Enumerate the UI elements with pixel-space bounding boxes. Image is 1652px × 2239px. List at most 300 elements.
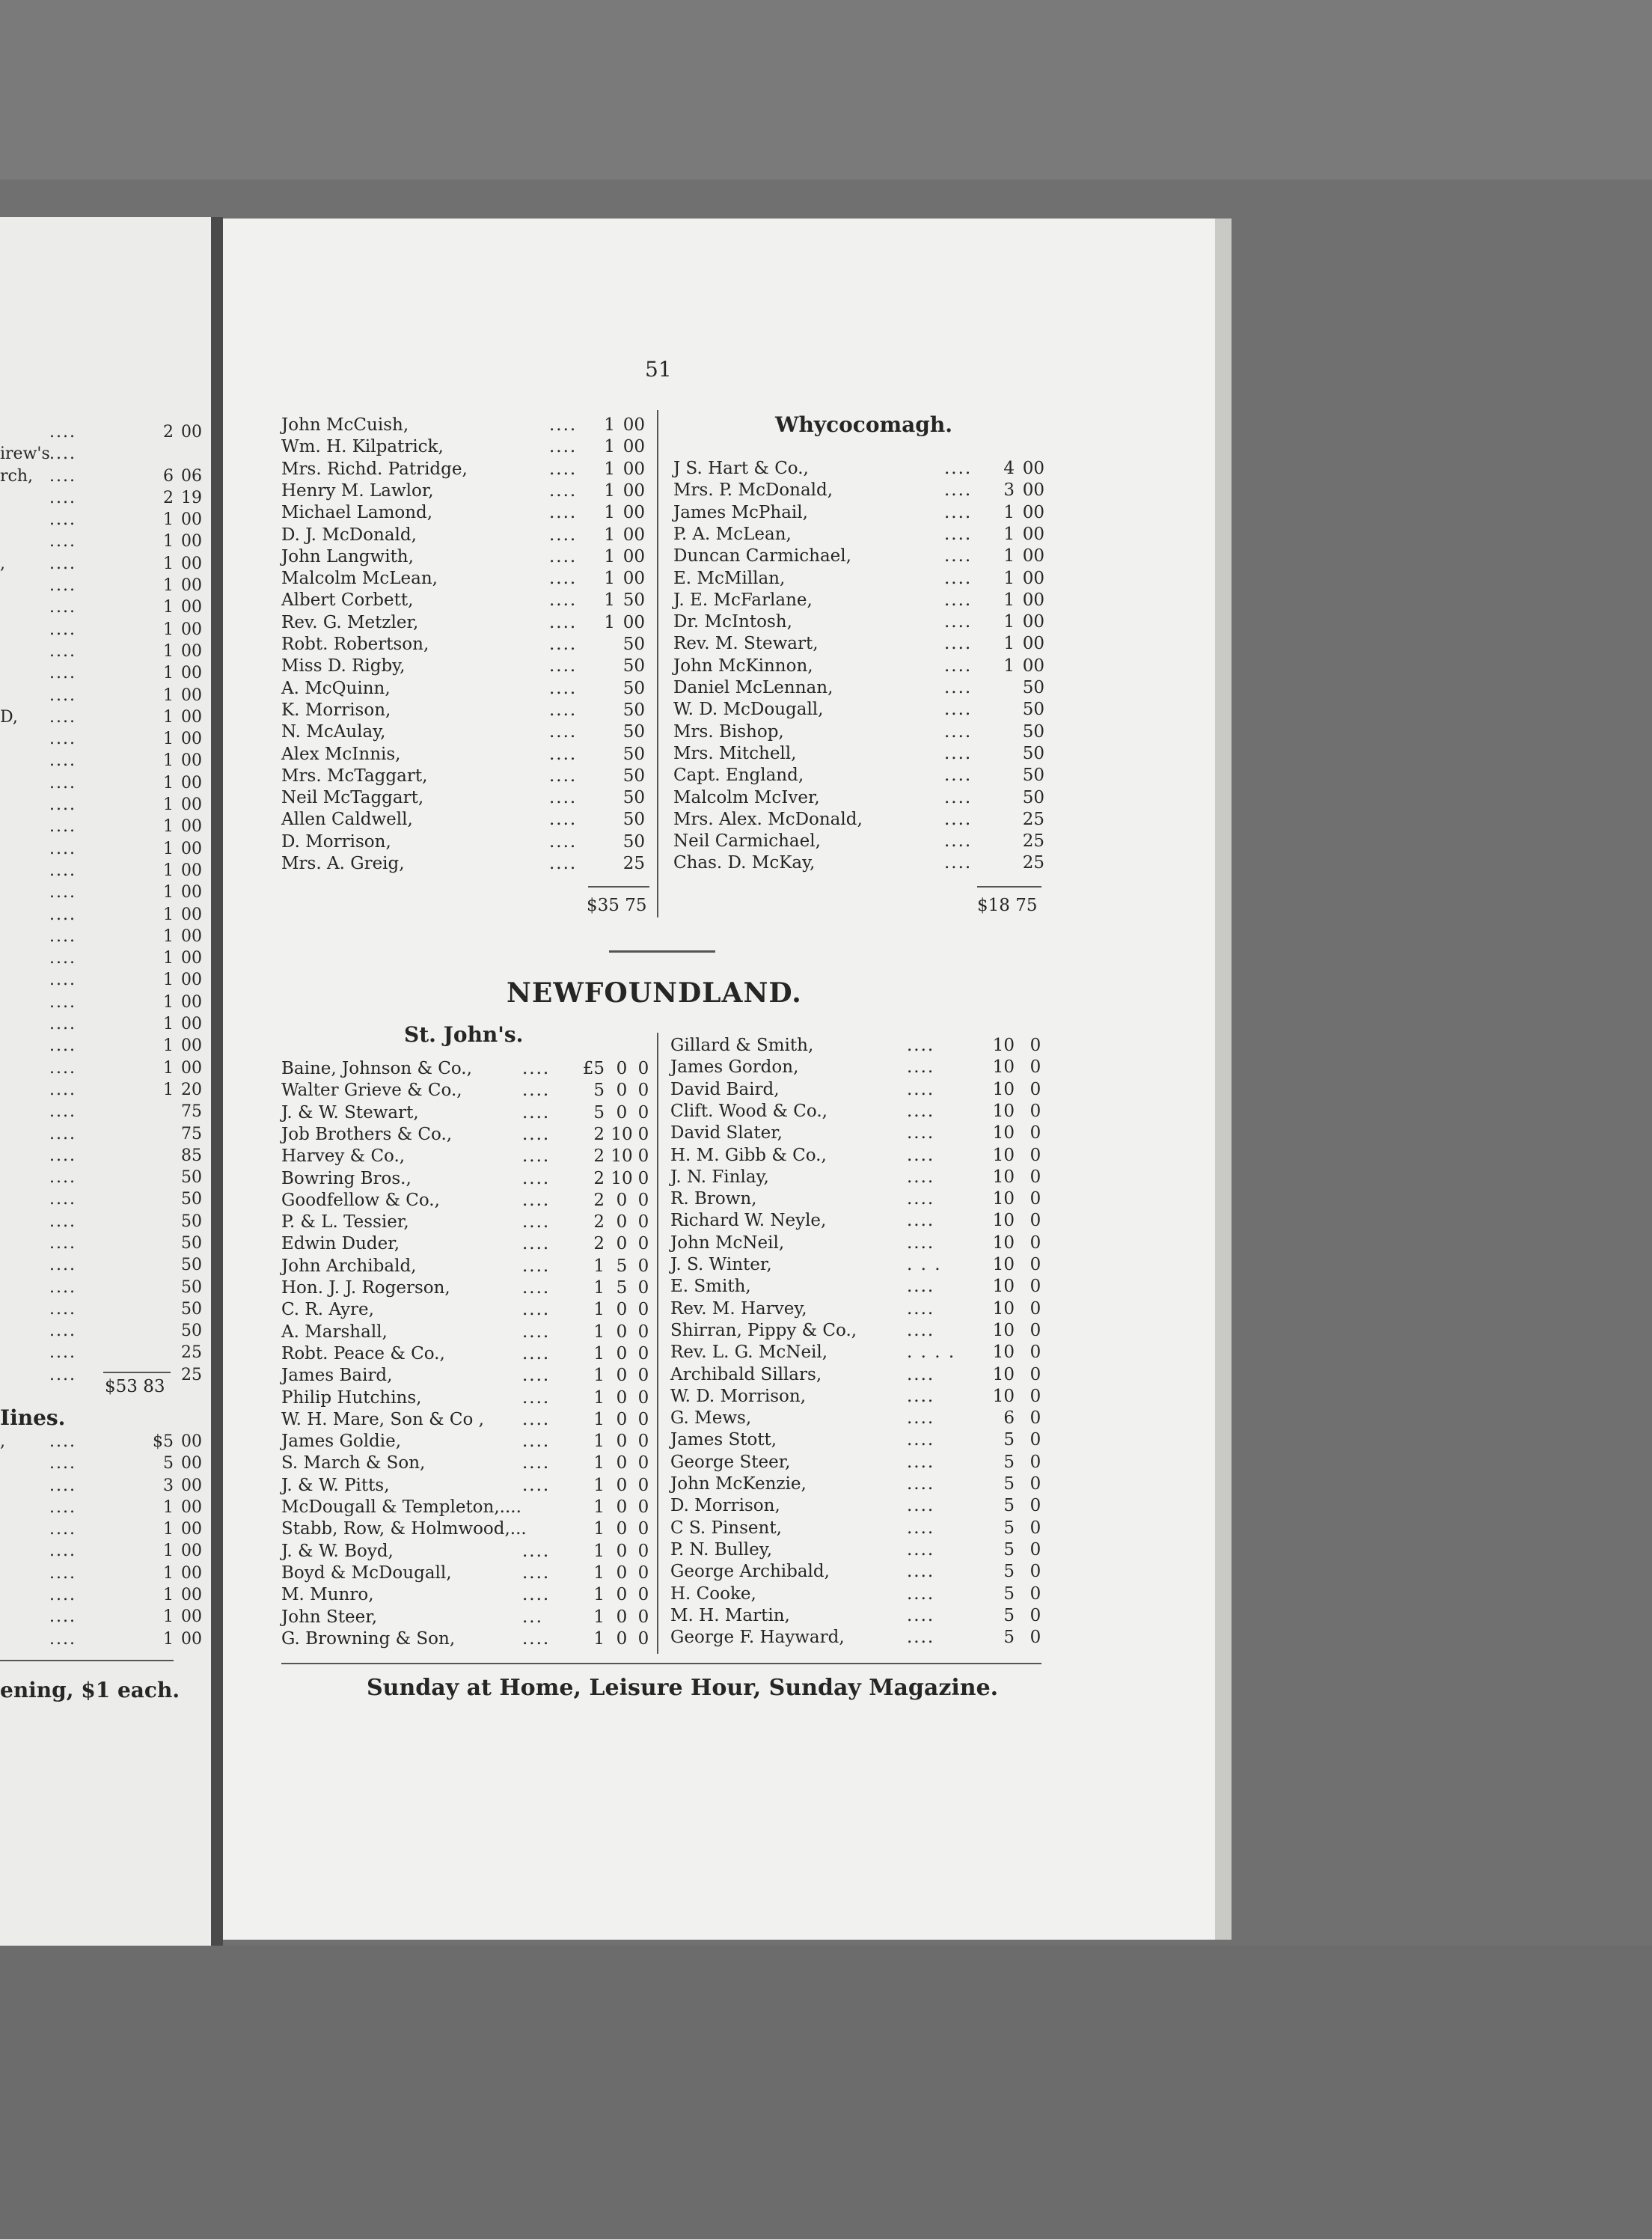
amount-cents: 00	[181, 839, 202, 858]
amount-pounds: 10	[992, 1189, 1015, 1209]
leader-dots: ....	[49, 664, 76, 683]
amount-cents: 50	[181, 1168, 202, 1188]
list-item	[281, 1057, 655, 1080]
leader-dots: ....	[944, 721, 973, 742]
amount-cents: 00	[181, 1432, 202, 1451]
leader-dots: ....	[522, 1628, 551, 1649]
leader-dots: ....	[944, 853, 973, 873]
entry-name: John McNeil,	[670, 1232, 785, 1253]
entry-name: H. M. Gibb & Co.,	[670, 1145, 827, 1165]
amount-cents: 00	[181, 1542, 202, 1561]
list-item	[0, 794, 211, 816]
amount-dollars: 1	[163, 883, 174, 902]
list-item	[670, 1078, 1044, 1101]
leader-dots: ....	[944, 809, 973, 829]
list-item	[0, 596, 211, 618]
amount-dollars: 1	[604, 415, 615, 435]
amount-shillings: 5	[616, 1278, 628, 1298]
amount-cents: 00	[181, 883, 202, 902]
leader-dots: ....	[522, 1124, 551, 1144]
amount-pence: 0	[637, 1432, 649, 1452]
leader-dots: ....	[522, 1387, 551, 1408]
amount-cents: 00	[181, 423, 202, 442]
amount-dollars: 1	[604, 480, 615, 501]
amount-pounds: 5	[1003, 1496, 1015, 1516]
list-item	[670, 1232, 1044, 1254]
amount-pence: 0	[637, 1453, 649, 1473]
leader-dots: ....	[907, 1562, 935, 1582]
leader-dots: ...	[522, 1607, 543, 1627]
leader-dots: ....	[907, 1277, 935, 1297]
amount-shillings: 0	[1030, 1101, 1041, 1121]
amount-pence: 0	[637, 1387, 649, 1408]
list-item	[0, 465, 211, 487]
entry-name: Duncan Carmichael,	[673, 546, 851, 566]
amount-dollars: 1	[163, 532, 174, 552]
amount-pence: 0	[637, 1124, 649, 1144]
list-item	[281, 1628, 655, 1650]
entry-name: Mrs. P. McDonald,	[673, 480, 833, 501]
leader-dots: ....	[944, 700, 973, 720]
amount-dollars: 1	[163, 664, 174, 683]
leader-dots: ....	[549, 459, 578, 479]
leader-dots: ....	[907, 1474, 935, 1494]
amount-cents: 85	[181, 1146, 202, 1165]
amount-shillings: 0	[616, 1497, 628, 1517]
list-item	[0, 1497, 211, 1518]
amount-pounds: 1	[593, 1343, 605, 1363]
entry-name: Michael Lamond,	[281, 503, 433, 523]
leader-dots: ....	[49, 1365, 76, 1384]
leader-dots: ....	[49, 510, 76, 530]
leader-dots: ....	[944, 590, 973, 610]
list-item	[0, 882, 211, 903]
leader-dots: . . .	[907, 1255, 942, 1274]
list-item	[670, 1319, 1044, 1342]
entry-name: A. Marshall,	[281, 1322, 388, 1342]
leader-dots: ....	[907, 1101, 935, 1121]
list-item	[0, 1101, 211, 1122]
amount-dollars: 1	[1003, 656, 1015, 676]
list-item	[0, 728, 211, 750]
leader-dots: ....	[907, 1211, 935, 1231]
leader-dots: ....	[907, 1189, 935, 1209]
list-item	[0, 1475, 211, 1497]
leader-dots: ....	[49, 598, 76, 617]
leader-dots: ....	[49, 1146, 76, 1165]
leader-dots: ....	[944, 546, 973, 566]
amount-cents: 50	[622, 744, 645, 764]
entry-name: Albert Corbett,	[281, 590, 414, 611]
amount-pence: 0	[637, 1102, 649, 1122]
leader-dots: ....	[49, 751, 76, 771]
leader-dots: ....	[522, 1409, 551, 1429]
amount-dollars: 1	[163, 971, 174, 990]
amount-cents: 00	[181, 707, 202, 727]
amount-dollars: 1	[163, 773, 174, 792]
list-item	[0, 947, 211, 969]
list-item	[670, 1253, 1044, 1276]
list-item	[281, 721, 648, 743]
list-item	[0, 992, 211, 1013]
leader-dots: ....	[49, 641, 76, 661]
entry-name: Stabb, Row, & Holmwood,...	[281, 1519, 527, 1539]
page-number: 51	[645, 357, 672, 382]
amount-cents: 00	[622, 525, 645, 545]
list-item	[0, 1277, 211, 1298]
amount-pounds: 1	[593, 1453, 605, 1473]
list-item	[0, 1145, 211, 1167]
leader-dots: ....	[944, 766, 973, 786]
amount-pence: 0	[637, 1343, 649, 1363]
entry-name: G. Browning & Son,	[281, 1628, 456, 1649]
leader-dots: ....	[522, 1146, 551, 1167]
list-item	[673, 523, 1047, 546]
leader-dots: ....	[49, 992, 76, 1012]
entry-name: M. H. Martin,	[670, 1605, 790, 1625]
amount-dollars: 1	[163, 707, 174, 727]
amount-dollars: 1	[163, 685, 174, 705]
amount-dollars: 1	[1003, 524, 1015, 544]
list-item	[673, 632, 1047, 655]
list-item	[0, 1035, 211, 1057]
list-item	[0, 816, 211, 837]
entry-name: D. Morrison,	[281, 831, 391, 852]
amount-pounds: 1	[593, 1322, 605, 1342]
section1-right-total-rule	[977, 886, 1041, 888]
leader-dots: ....	[907, 1605, 935, 1625]
amount-pence: 0	[637, 1168, 649, 1188]
amount-cents: 00	[181, 795, 202, 815]
amount-shillings: 0	[1030, 1430, 1041, 1450]
amount-cents: 50	[1022, 743, 1044, 763]
entry-name: S. March & Son,	[281, 1453, 426, 1473]
list-item	[281, 589, 648, 611]
amount-dollars: 1	[163, 839, 174, 858]
amount-cents: 00	[181, 1015, 202, 1034]
entry-name: Walter Grieve & Co.,	[281, 1081, 462, 1101]
amount-cents: 00	[181, 730, 202, 749]
entry-name: Hon. J. J. Rogerson,	[281, 1278, 450, 1298]
amount-cents: 50	[622, 656, 645, 676]
amount-pence: 0	[637, 1059, 649, 1078]
amount-cents: 00	[622, 612, 645, 632]
amount-shillings: 0	[1030, 1408, 1041, 1429]
amount-pounds: 10	[992, 1101, 1015, 1121]
entry-name: Robt. Peace & Co.,	[281, 1343, 445, 1363]
amount-cents: 00	[181, 620, 202, 639]
amount-pounds: 1	[593, 1278, 605, 1298]
leader-dots: ....	[522, 1234, 551, 1254]
amount-cents: 25	[1022, 831, 1044, 852]
amount-pounds: 5	[593, 1102, 605, 1122]
amount-dollars: 1	[604, 612, 615, 632]
leader-dots: ....	[549, 480, 578, 501]
leader-dots: ....	[49, 1563, 76, 1583]
section1-left-total-rule	[588, 886, 649, 888]
amount-shillings: 0	[1030, 1364, 1041, 1384]
amount-shillings: 0	[616, 1102, 628, 1122]
leader-dots: ....	[944, 656, 973, 676]
list-item	[281, 1430, 655, 1453]
leader-dots: ....	[549, 546, 578, 566]
entry-name: G. Mews,	[670, 1408, 752, 1429]
amount-pence: 0	[637, 1322, 649, 1342]
amount-dollars: 1	[604, 437, 615, 457]
amount-cents: 50	[1022, 721, 1044, 742]
amount-pence: 0	[637, 1146, 649, 1167]
leader-dots: ....	[907, 1364, 935, 1384]
list-item	[281, 786, 648, 809]
amount-pence: 0	[637, 1278, 649, 1298]
list-item	[281, 1167, 655, 1190]
amount-cents: 00	[181, 1454, 202, 1473]
amount-shillings: 0	[1030, 1343, 1041, 1363]
leader-dots: ....	[522, 1190, 551, 1210]
list-item	[0, 1540, 211, 1562]
amount-shillings: 0	[616, 1387, 628, 1408]
entry-name: Richard W. Neyle,	[670, 1211, 827, 1231]
amount-dollars: 1	[163, 751, 174, 771]
amount-cents: 00	[181, 971, 202, 990]
list-item	[281, 1321, 655, 1343]
amount-shillings: 0	[616, 1628, 628, 1649]
leader-dots: ....	[49, 1454, 76, 1473]
amount-dollars: 1	[163, 949, 174, 968]
entry-name: Goodfellow & Co.,	[281, 1190, 440, 1210]
amount-pounds: 10	[992, 1123, 1015, 1143]
list-item	[281, 1343, 655, 1365]
amount-pence: 0	[637, 1607, 649, 1627]
amount-dollars: 3	[1003, 480, 1015, 501]
entry-name: M. Munro,	[281, 1585, 374, 1605]
amount-pounds: 1	[593, 1432, 605, 1452]
entry-name: John McKenzie,	[670, 1474, 807, 1494]
amount-cents: 06	[181, 466, 202, 486]
list-item	[670, 1341, 1044, 1363]
amount-pounds: 2	[593, 1234, 605, 1254]
leader-dots: ....	[49, 926, 76, 946]
amount-shillings: 0	[1030, 1277, 1041, 1297]
leader-dots: ....	[549, 525, 578, 545]
amount-pounds: 5	[1003, 1452, 1015, 1472]
entry-name: Philip Hutchins,	[281, 1387, 422, 1408]
list-item	[0, 1606, 211, 1628]
amount-cents: 00	[1022, 590, 1044, 610]
entry-name: Malcolm McIver,	[673, 787, 820, 807]
list-item	[0, 706, 211, 728]
amount-shillings: 0	[1030, 1605, 1041, 1625]
amount-shillings: 0	[1030, 1518, 1041, 1538]
list-item	[673, 721, 1047, 743]
amount-cents: 00	[181, 641, 202, 661]
amount-dollars: 1	[604, 459, 615, 479]
leader-dots: ....	[49, 707, 76, 727]
list-item	[281, 1298, 655, 1321]
list-item	[281, 1255, 655, 1277]
amount-cents: 00	[181, 1629, 202, 1649]
amount-cents: 50	[181, 1256, 202, 1275]
list-item	[281, 1583, 655, 1606]
amount-pounds: 2	[593, 1146, 605, 1167]
list-item	[281, 1189, 655, 1212]
left-mines-heading: Iines.	[0, 1405, 66, 1430]
amount-shillings: 0	[1030, 1057, 1041, 1078]
amount-cents: 50	[1022, 678, 1044, 697]
entry-name: W. D. Morrison,	[670, 1386, 807, 1406]
list-item	[0, 1079, 211, 1101]
leader-dots: ....	[907, 1452, 935, 1472]
list-item	[673, 742, 1047, 765]
amount-cents: 00	[181, 861, 202, 880]
amount-cents: 00	[181, 576, 202, 596]
list-item	[0, 750, 211, 772]
amount-cents: 00	[181, 773, 202, 792]
amount-cents: 75	[181, 1124, 202, 1143]
entry-name: Rev. L. G. McNeil,	[670, 1343, 828, 1363]
entry-name: C. R. Ayre,	[281, 1300, 374, 1320]
leader-dots: ....	[49, 685, 76, 705]
amount-dollars: 2	[163, 423, 174, 442]
amount-cents: 50	[181, 1212, 202, 1231]
leader-dots: ....	[49, 1256, 76, 1275]
leader-dots: ....	[49, 466, 76, 486]
amount-pence: 0	[637, 1409, 649, 1429]
list-item	[0, 1320, 211, 1342]
amount-cents: 00	[622, 480, 645, 501]
amount-shillings: 0	[616, 1475, 628, 1495]
amount-cents: 00	[622, 437, 645, 457]
amount-cents: 00	[181, 992, 202, 1012]
entry-name: Capt. England,	[673, 766, 804, 786]
leader-dots: ....	[49, 1299, 76, 1319]
amount-shillings: 0	[1030, 1474, 1041, 1494]
leader-dots: ....	[549, 635, 578, 654]
amount-dollars: 1	[604, 569, 615, 589]
entry-name: Boyd & McDougall,	[281, 1563, 452, 1583]
leader-dots: ....	[49, 620, 76, 639]
amount-dollars: 1	[163, 510, 174, 530]
leader-dots: ....	[522, 1563, 551, 1583]
list-item	[673, 501, 1047, 524]
leader-dots: ....	[944, 612, 973, 632]
leader-dots: ....	[944, 678, 973, 697]
leader-dots: ....	[49, 1168, 76, 1188]
list-item	[281, 831, 648, 853]
list-item	[0, 421, 211, 443]
leader-dots: ....	[907, 1123, 935, 1143]
amount-cents: 00	[181, 1607, 202, 1627]
leader-dots: ....	[522, 1212, 551, 1232]
leader-dots: ....	[549, 569, 578, 589]
section1-left-total: $35 75	[587, 896, 647, 915]
leader-dots: ....	[49, 1080, 76, 1099]
amount-dollars: 1	[163, 926, 174, 946]
amount-cents: 00	[622, 569, 645, 589]
list-item	[0, 1188, 211, 1210]
list-item	[670, 1560, 1044, 1583]
amount-pounds: 1	[593, 1256, 605, 1276]
amount-cents: 50	[622, 722, 645, 742]
amount-dollars: 1	[163, 1607, 174, 1627]
amount-shillings: 0	[616, 1343, 628, 1363]
leader-dots: ....	[549, 503, 578, 523]
amount-shillings: 0	[1030, 1320, 1041, 1340]
amount-cents: 00	[181, 1036, 202, 1056]
amount-dollars: 1	[163, 817, 174, 837]
list-item	[281, 852, 648, 875]
entry-name: George Steer,	[670, 1452, 791, 1472]
leader-dots: ....	[522, 1343, 551, 1363]
leader-dots: ....	[907, 1518, 935, 1538]
amount-pounds: 10	[992, 1255, 1015, 1274]
leader-dots: ....	[49, 1322, 76, 1341]
list-item	[0, 1628, 211, 1650]
amount-shillings: 5	[616, 1256, 628, 1276]
entry-name: J. N. Finlay,	[670, 1167, 769, 1187]
amount-pounds: £5	[582, 1059, 605, 1078]
amount-shillings: 0	[616, 1541, 628, 1561]
book-gutter	[211, 217, 223, 1946]
whycocomagh-heading: Whycocomagh.	[775, 412, 952, 437]
entry-name: John McKinnon,	[673, 656, 813, 676]
list-item	[670, 1056, 1044, 1078]
list-item	[670, 1407, 1044, 1429]
list-item	[0, 969, 211, 991]
leader-dots: ....	[522, 1453, 551, 1473]
amount-pence: 0	[637, 1519, 649, 1539]
amount-cents: 19	[181, 488, 202, 507]
list-item	[281, 567, 648, 590]
left-mines-rows	[0, 1431, 211, 1650]
amount-shillings: 0	[1030, 1539, 1041, 1560]
list-item	[0, 641, 211, 662]
entry-name: Chas. D. McKay,	[673, 853, 816, 873]
list-item	[281, 699, 648, 721]
amount-pounds: 10	[992, 1145, 1015, 1165]
amount-dollars: 1	[163, 1542, 174, 1561]
entry-name: Daniel McLennan,	[673, 678, 833, 697]
list-item	[281, 524, 648, 546]
amount-pounds: 1	[593, 1563, 605, 1583]
page-edge	[1215, 219, 1232, 1940]
leader-dots: ....	[944, 502, 973, 522]
leader-dots: ....	[944, 524, 973, 544]
amount-shillings: 10	[611, 1168, 633, 1188]
list-item	[281, 1102, 655, 1124]
list-item	[673, 567, 1047, 590]
entry-name: Edwin Duder,	[281, 1234, 400, 1254]
leader-dots: ....	[522, 1300, 551, 1320]
amount-cents: 00	[181, 1058, 202, 1078]
list-item	[673, 830, 1047, 852]
amount-cents: 00	[181, 751, 202, 771]
entry-name: Mrs. Mitchell,	[673, 743, 797, 763]
amount-cents: 00	[181, 664, 202, 683]
leader-dots: ....	[522, 1322, 551, 1342]
amount-dollars: $5	[153, 1432, 174, 1451]
st-johns-subheading: St. John's.	[404, 1022, 524, 1047]
list-item	[0, 926, 211, 947]
list-item	[670, 1188, 1044, 1210]
amount-shillings: 0	[616, 1453, 628, 1473]
leader-dots: ....	[49, 1586, 76, 1605]
leader-dots: ....	[522, 1102, 551, 1122]
entry-name: George Archibald,	[670, 1562, 830, 1582]
amount-cents: 00	[1022, 502, 1044, 522]
leader-dots: ....	[49, 971, 76, 990]
amount-pence: 0	[637, 1234, 649, 1254]
